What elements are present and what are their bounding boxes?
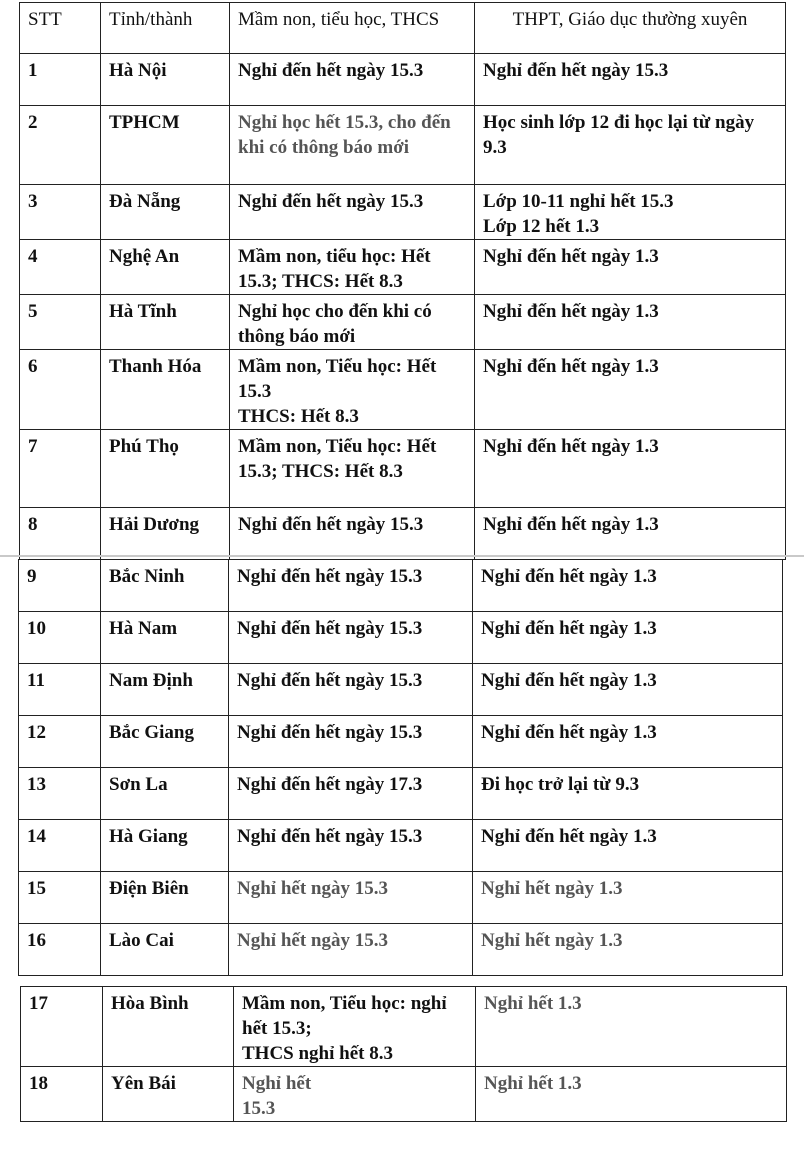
table-row	[20, 54, 786, 106]
table-row	[20, 350, 786, 430]
row-primary-line-1: Mầm non, Tiểu học: nghỉ hết 15.3;	[242, 993, 447, 1039]
row-stt: 3	[20, 185, 101, 240]
row-stt: 15	[19, 872, 101, 924]
row-province: Hà Tĩnh	[101, 295, 230, 350]
row-primary	[230, 350, 475, 430]
row-high-school: Nghỉ đến hết ngày 1.3	[473, 820, 783, 872]
table-row	[19, 664, 783, 716]
row-stt: 9	[19, 560, 101, 612]
table-row	[19, 924, 783, 976]
row-province: Lào Cai	[101, 924, 229, 976]
row-province: Sơn La	[101, 768, 229, 820]
table-row	[20, 106, 786, 185]
row-primary-line-2: THCS: Hết 8.3	[238, 406, 359, 427]
row-province: Thanh Hóa	[101, 350, 230, 430]
row-province: Hòa Bình	[103, 987, 234, 1067]
row-primary	[234, 987, 476, 1067]
row-province: TPHCM	[101, 106, 230, 185]
row-province: Đà Nẵng	[101, 185, 230, 240]
table-row	[19, 612, 783, 664]
row-province: Bắc Giang	[101, 716, 229, 768]
row-stt: 5	[20, 295, 101, 350]
row-high-school: Nghỉ đến hết ngày 1.3	[473, 664, 783, 716]
row-stt: 11	[19, 664, 101, 716]
row-stt: 16	[19, 924, 101, 976]
row-stt: 17	[21, 987, 103, 1067]
row-primary-line-2: 15.3	[242, 1098, 276, 1119]
row-high-school: Học sinh lớp 12 đi học lại từ ngày 9.3	[475, 106, 786, 185]
row-high-school: Nghỉ hết ngày 1.3	[473, 924, 783, 976]
row-high-school: Nghỉ đến hết ngày 1.3	[475, 350, 786, 430]
row-province: Hà Nam	[101, 612, 229, 664]
row-province: Yên Bái	[103, 1067, 234, 1122]
row-stt: 12	[19, 716, 101, 768]
page-separator	[0, 555, 804, 557]
row-high-school: Nghỉ đến hết ngày 1.3	[475, 508, 786, 560]
table-row	[21, 1067, 787, 1122]
row-primary-line-1: Nghỉ hết	[242, 1073, 312, 1094]
table-row	[20, 185, 786, 240]
row-primary: Nghỉ đến hết ngày 15.3	[229, 664, 473, 716]
table-row	[19, 768, 783, 820]
row-primary: Nghỉ đến hết ngày 15.3	[229, 820, 473, 872]
row-high-school: Nghỉ hết 1.3	[476, 1067, 787, 1122]
header-high-school: THPT, Giáo dục thường xuyên	[475, 3, 786, 54]
schedule-table-part-2	[18, 559, 783, 976]
row-high-school: Đi học trở lại từ 9.3	[473, 768, 783, 820]
table-row	[20, 430, 786, 508]
row-high-school	[475, 185, 786, 240]
row-primary	[234, 1067, 476, 1122]
row-primary: Nghỉ học hết 15.3, cho đến khi có thông báo mới	[230, 106, 475, 185]
row-province: Bắc Ninh	[101, 560, 229, 612]
row-stt: 18	[21, 1067, 103, 1122]
row-primary: Nghỉ đến hết ngày 15.3	[230, 185, 475, 240]
row-province: Phú Thọ	[101, 430, 230, 508]
table-row	[20, 240, 786, 295]
row-primary: Nghỉ đến hết ngày 15.3	[230, 508, 475, 560]
row-primary: Nghỉ hết ngày 15.3	[229, 924, 473, 976]
row-primary: Mầm non, tiểu học: Hết 15.3; THCS: Hết 8.3	[230, 240, 475, 295]
row-primary-line-2: THCS nghỉ hết 8.3	[242, 1043, 393, 1064]
row-primary-line-1: Mầm non, Tiểu học: Hết 15.3	[238, 356, 437, 402]
row-high-school: Nghỉ hết ngày 1.3	[473, 872, 783, 924]
header-primary: Mầm non, tiểu học, THCS	[230, 3, 475, 54]
row-high-school: Nghỉ hết 1.3	[476, 987, 787, 1067]
row-high-school-line-2: Lớp 12 hết 1.3	[483, 216, 600, 237]
table-row	[19, 560, 783, 612]
row-high-school: Nghỉ đến hết ngày 1.3	[475, 240, 786, 295]
row-primary: Nghỉ đến hết ngày 17.3	[229, 768, 473, 820]
table-row	[20, 508, 786, 560]
row-stt: 7	[20, 430, 101, 508]
header-province: Tỉnh/thành	[101, 3, 230, 54]
row-high-school: Nghỉ đến hết ngày 1.3	[473, 612, 783, 664]
schedule-table-part-3	[20, 986, 787, 1122]
row-high-school: Nghỉ đến hết ngày 1.3	[473, 716, 783, 768]
row-province: Nghệ An	[101, 240, 230, 295]
row-primary: Nghỉ đến hết ngày 15.3	[230, 54, 475, 106]
row-province: Điện Biên	[101, 872, 229, 924]
table-row	[19, 820, 783, 872]
row-high-school-line-1: Lớp 10-11 nghỉ hết 15.3	[483, 191, 674, 212]
row-primary: Nghỉ đến hết ngày 15.3	[229, 612, 473, 664]
row-province: Nam Định	[101, 664, 229, 716]
row-stt: 13	[19, 768, 101, 820]
row-high-school: Nghỉ đến hết ngày 15.3	[475, 54, 786, 106]
row-stt: 2	[20, 106, 101, 185]
row-primary: Nghỉ học cho đến khi có thông báo mới	[230, 295, 475, 350]
row-primary: Nghỉ hết ngày 15.3	[229, 872, 473, 924]
row-stt: 1	[20, 54, 101, 106]
row-primary: Nghỉ đến hết ngày 15.3	[229, 560, 473, 612]
row-primary: Mầm non, Tiểu học: Hết 15.3; THCS: Hết 8.3	[230, 430, 475, 508]
row-high-school: Nghỉ đến hết ngày 1.3	[475, 295, 786, 350]
table-header-row	[20, 3, 786, 54]
row-stt: 10	[19, 612, 101, 664]
row-stt: 4	[20, 240, 101, 295]
row-primary: Nghỉ đến hết ngày 15.3	[229, 716, 473, 768]
row-province: Hà Nội	[101, 54, 230, 106]
row-stt: 14	[19, 820, 101, 872]
table-row	[20, 295, 786, 350]
row-province: Hà Giang	[101, 820, 229, 872]
table-row	[21, 987, 787, 1067]
row-stt: 8	[20, 508, 101, 560]
row-province: Hải Dương	[101, 508, 230, 560]
row-stt: 6	[20, 350, 101, 430]
row-high-school: Nghỉ đến hết ngày 1.3	[473, 560, 783, 612]
header-stt: STT	[20, 3, 101, 54]
schedule-table-part-1	[19, 2, 786, 560]
table-row	[19, 716, 783, 768]
table-row	[19, 872, 783, 924]
row-high-school: Nghỉ đến hết ngày 1.3	[475, 430, 786, 508]
